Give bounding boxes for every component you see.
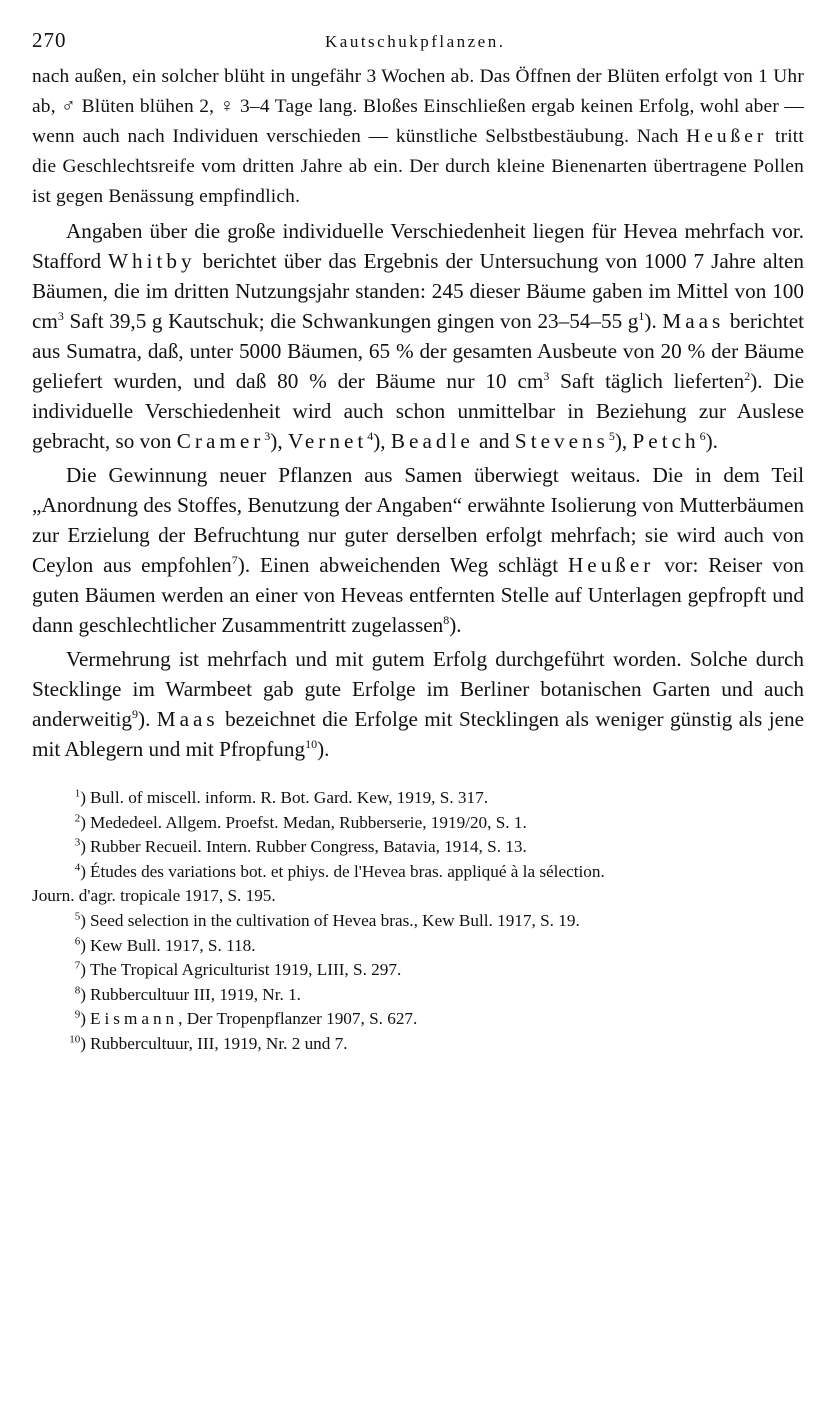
- footnote-ref-8: 8: [443, 612, 450, 627]
- footnote-ref-3: 3: [264, 428, 271, 443]
- footnote: $^2$) Mededeel. Allgem. Proefst. Medan, Rubberserie, 1919/20, S. 1.: [74, 811, 527, 832]
- footnote-ref-9: 9: [132, 706, 139, 721]
- author-name-beadle: Beadle: [390, 429, 474, 453]
- running-head: Kautschukpflanzen.: [325, 32, 506, 51]
- author-name-heusser-2: Heußer: [567, 553, 655, 577]
- footnote: $^5$) Seed selection in the cultivation of Hevea bras., Kew Bull. 1917, S. 19.: [74, 910, 580, 930]
- footnote: $^{10}$) Rubbercultuur, III, 1919, Nr. 2 und 7.: [69, 1033, 348, 1053]
- author-name-whitby: Whitby: [108, 249, 196, 273]
- footnote-ref-7: 7: [231, 552, 238, 567]
- author-name-maas-2: Maas: [156, 707, 219, 731]
- footnote: $^8$) Rubbercultuur III, 1919, Nr. 1.: [74, 984, 301, 1004]
- paragraph-4: Vermehrung ist mehrfach und mit gutem Erfolg durchgeführt worden. Solche durch Stecklinge im Warmbeet gab gute Erfolge im Berliner botanischen Garten und auch anderweitig$^9$). Maas bezeichnet die Erfolge mit Stecklingen als weniger günstig als jene mit Ablegern und mit Pfropfung$^{10}$).: [32, 647, 804, 761]
- footnote-ref-5: 5: [608, 428, 615, 443]
- page-number: 270: [32, 28, 67, 52]
- paragraph-3: Die Gewinnung neuer Pflanzen aus Samen überwiegt weitaus. Die in dem Teil „Anordnung des Stoffes, Benutzung der Angaben“ erwähnte Isolierung von Mutterbäumen zur Erzielung der Befruchtung nur guter derselben erfolgt mehrfach; sie wird auch von Ceylon aus empfohlen$^7$). Einen abweichenden Weg schlägt Heußer vor: Reiser von guten Bäumen werden an einer von Heveas entfernten Stelle auf Unterlagen gepfropft und dann geschlechtlicher Zusammentritt zugelassen$^8$).: [32, 463, 804, 637]
- author-name-vernet: Vernet: [287, 429, 368, 453]
- footnote-ref-6: 6: [699, 428, 706, 443]
- author-name-eismann: Eismann: [90, 1009, 179, 1029]
- footnote-continuation: Journ. d'agr. tropicale 1917, S. 195.: [32, 886, 276, 906]
- page-header: [32, 28, 804, 62]
- footnote: $^7$) The Tropical Agriculturist 1919, LIII, S. 297.: [74, 959, 402, 980]
- author-name-maas: Maas: [662, 309, 725, 333]
- author-name-stevens: Stevens: [514, 429, 609, 453]
- author-name-heusser: Heußer: [686, 126, 768, 147]
- footnote: $^1$) Bull. of miscell. inform. R. Bot. Gard. Kew, 1919, S. 317.: [74, 787, 488, 807]
- footnote: $^4$) Études des variations bot. et phiys. de l'Hevea bras. appliqué à la sélection.: [74, 861, 605, 881]
- book-page: [32, 28, 804, 1057]
- footnote: $^6$) Kew Bull. 1917, S. 118.: [74, 934, 256, 955]
- paragraph-1: [32, 62, 804, 212]
- footnotes: [32, 786, 804, 1057]
- footnote-ref-10: 10: [305, 736, 318, 751]
- footnote-ref-1: 1: [638, 308, 645, 323]
- footnote-ref-2: 2: [744, 368, 751, 383]
- author-name-cramer: Cramer: [176, 429, 265, 453]
- footnote-ref-4: 4: [367, 428, 374, 443]
- paragraph-1-end: tritt die Geschlechtsreife vom dritten Jahre ab ein. Der durch kleine Bienenarten übertragene Pollen ist gegen Benässung empfindlich.: [32, 126, 804, 207]
- author-name-petch: Petch: [632, 429, 700, 453]
- paragraph-2: Angaben über die große individuelle Verschiedenheit liegen für Hevea mehrfach vor. Stafford Whitby berichtet über das Ergebnis der Untersuchung von 1000 7 Jahre alten Bäumen, die im dritten Nutzungsjahr standen: 245 dieser Bäume gaben im Mittel von 100 $cm^3$ Saft 39,5 g Kautschuk; die Schwankungen gingen von 23–54–55 $g^1$). Maas berichtet aus Sumatra, daß, unter 5000 Bäumen, 65 % der gesamten Ausbeute von 20 % der Bäume geliefert wurden, und daß 80 % der Bäume nur 10 $cm^3$ Saft täglich lieferten$^2$). Die individuelle Verschiedenheit wird auch schon unmittelbar in Beziehung zur Auslese gebracht, so von Cramer$^3$), Vernet$^4$), Beadle and Stevens$^5$), Petch$^6$).: [32, 219, 805, 453]
- footnote: $^3$) Rubber Recueil. Intern. Rubber Congress, Batavia, 1914, S. 13.: [74, 836, 527, 857]
- paragraph-1-text: nach außen, ein solcher blüht in ungefähr 3 Wochen ab. Das Öffnen der Blüten erfolgt von 1 Uhr ab, ♂ Blüten blühen 2, ♀ 3–4 Tage lang. Bloßes Einschließen ergab keinen Erfolg, wohl aber — wenn auch nach Individuen verschieden — künstliche Selbstbestäubung. Nach: [32, 66, 804, 147]
- footnote: $^9$) Eismann, Der Tropenpflanzer 1907, S. 627.: [74, 1008, 418, 1029]
